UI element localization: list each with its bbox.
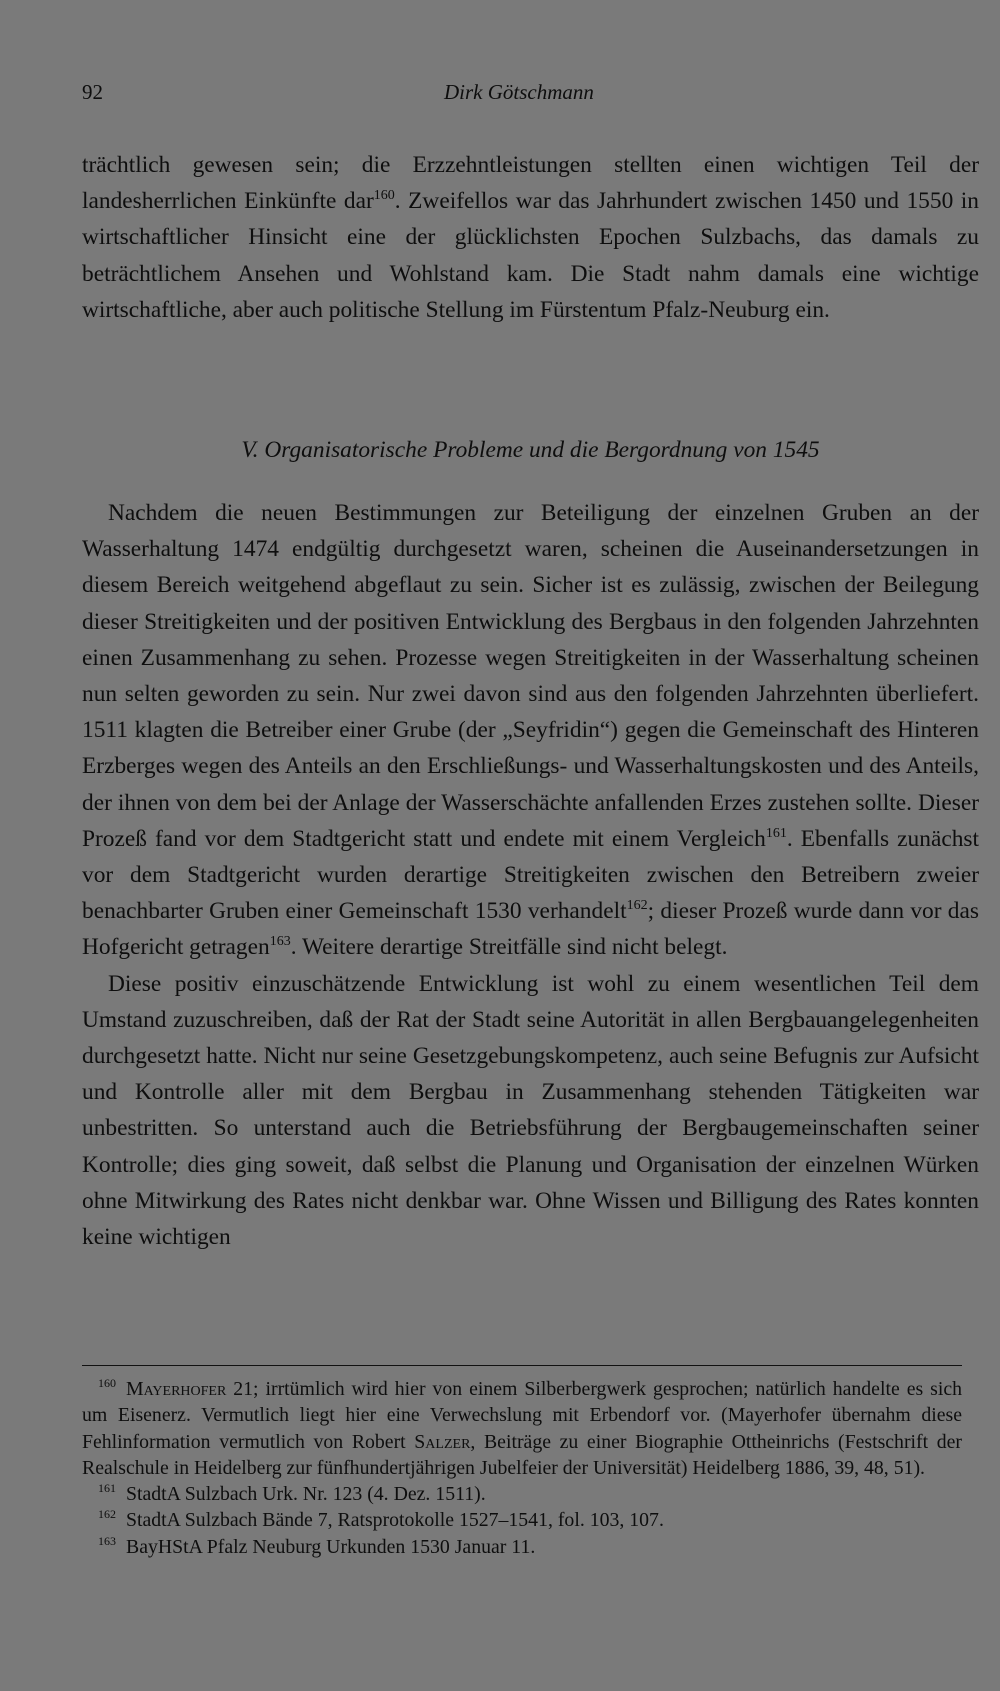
running-head-author: Dirk Götschmann	[444, 80, 594, 104]
footnote-161: 161 StadtA Sulzbach Urk. Nr. 123 (4. Dez. 1511).	[98, 1481, 486, 1506]
footnote-ref-161: 161	[765, 825, 787, 841]
body-text-top	[82, 147, 979, 328]
footnote-divider	[82, 1365, 962, 1366]
footnote-ref-163: 163	[269, 934, 291, 950]
footnotes	[82, 1376, 962, 1560]
footnote-ref-160: 160	[373, 188, 395, 204]
section-heading: V. Organisatorische Probleme und die Bergordnung von 1545	[241, 437, 820, 463]
footnote-text: BayHStA Pfalz Neuburg Urkunden 1530 Januar 11.	[126, 1535, 536, 1558]
paragraph	[82, 147, 979, 328]
paragraph: Diese positiv einzuschätzende Entwicklung ist wohl zu einem wesentlichen Teil dem Umstand zuzuschreiben, daß der Rat der Stadt seine Autorität in allen Bergbauangelegenheiten durchgesetzt hatte. Nicht nur seine Gesetzgebungskompetenz, auch seine Befugnis zur Aufsicht und Kontrolle aller mit dem Bergbau in Zusammenhang stehenden Tätigkeiten war unbestritten. So unterstand auch die Betriebsführung der Bergbaugemeinschaften seiner Kontrolle; dies ging soweit, daß selbst die Planung und Organisation der einzelnen Würken ohne Mitwirkung des Rates nicht denkbar war. Ohne Wissen und Billigung des Rates konnten keine wichtigen	[82, 970, 979, 1251]
footnote-text: StadtA Sulzbach Bände 7, Ratsprotokolle 1527–1541, fol. 103, 107.	[126, 1509, 664, 1532]
author-smallcaps: Mayerhofer	[126, 1378, 227, 1400]
footnote-ref-162: 162	[626, 898, 648, 914]
text-run: . Weitere derartige Streitfälle sind nicht belegt.	[290, 934, 728, 961]
author-smallcaps: Salzer	[414, 1430, 471, 1453]
running-head	[82, 80, 982, 110]
paragraph	[82, 495, 979, 966]
body-text-main	[82, 495, 979, 1255]
footnote-text: StadtA Sulzbach Urk. Nr. 123 (4. Dez. 1511).	[126, 1483, 486, 1506]
page-number: 92	[82, 80, 103, 104]
footnote-162: 162 StadtA Sulzbach Bände 7, Ratsprotokolle 1527–1541, fol. 103, 107.	[98, 1507, 664, 1532]
text-run: . Ebenfalls zunächst vor dem Stadtgericht wurden derartige Streitigkeiten zwischen den Betreibern zweier benachbarter Gruben einer Gemeinschaft 1530 verhandelt	[82, 825, 979, 925]
text-run: , Beiträge zu einer Biographie Ottheinrichs (Festschrift der Realschule in Heidelberg zur fünfhundertjährigen Jubelfeier der Universität) Heidelberg 1886, 39, 48, 51).	[82, 1430, 963, 1479]
footnote-160: 160 Mayerhofer 21; irrtümlich wird hier von einem Silberbergwerk gesprochen; natürlich handelte es sich um Eisenerz. Vermutlich liegt hier eine Verwechslung mit Erbendorf vor. (Mayerhofer übernahm diese Fehlinformation vermutlich von Robert Salzer, Beiträge zu einer Biographie Ottheinrichs (Festschrift der Realschule in Heidelberg zur fünfhundertjährigen Jubelfeier der Universität) Heidelberg 1886, 39, 48, 51).	[82, 1376, 963, 1479]
text-run: . Zweifellos war das Jahrhundert zwischen 1450 und 1550 in wirtschaftlicher Hinsicht eine der glücklichsten Epochen Sulzbachs, das damals zu beträchtlichem Ansehen und Wohlstand kam. Die Stadt nahm damals eine wichtige wirtschaftliche, aber auch politische Stellung im Fürstentum Pfalz-Neuburg ein.	[82, 188, 979, 323]
text-run: trächtlich gewesen sein; die Erzzehntleistungen stellten einen wichtigen Teil der landesherrlichen Einkünfte dar	[82, 152, 979, 215]
footnote-163: 163 BayHStA Pfalz Neuburg Urkunden 1530 Januar 11.	[98, 1533, 536, 1558]
text-run: ; dieser Prozeß wurde dann vor das Hofgericht getragen	[82, 898, 979, 961]
text-run: 21; irrtümlich wird hier von einem Silberbergwerk gesprochen; natürlich handelte es sich um Eisenerz. Vermutlich liegt hier eine Verwechslung mit Erbendorf vor. (Mayerhofer übernahm diese Fehlinformation vermutlich von Robert	[82, 1378, 962, 1453]
text-run: Nachdem die neuen Bestimmungen zur Beteiligung der einzelnen Gruben an der Wasserhaltung 1474 endgültig durchgesetzt waren, scheinen die Auseinandersetzungen in diesem Bereich weitgehend abgeflaut zu sein. Sicher ist es zulässig, zwischen der Beilegung dieser Streitigkeiten und der positiven Entwicklung des Bergbaus in den folgenden Jahrzehnten einen Zusammenhang zu sehen. Prozesse wegen Streitigkeiten in der Wasserhaltung scheinen nun selten geworden zu sein. Nur zwei davon sind aus den folgenden Jahrzehnten überliefert. 1511 klagten die Betreiber einer Grube (der „Seyfridin“) gegen die Gemeinschaft des Hinteren Erzberges wegen des Anteils an den Erschließungs- und Wasserhaltungskosten und des Anteils, der ihnen von dem bei der Anlage der Wasserschächte anfallenden Erzes zustehen sollte. Dieser Prozeß fand vor dem Stadtgericht statt und endete mit einem Vergleich	[82, 500, 979, 852]
